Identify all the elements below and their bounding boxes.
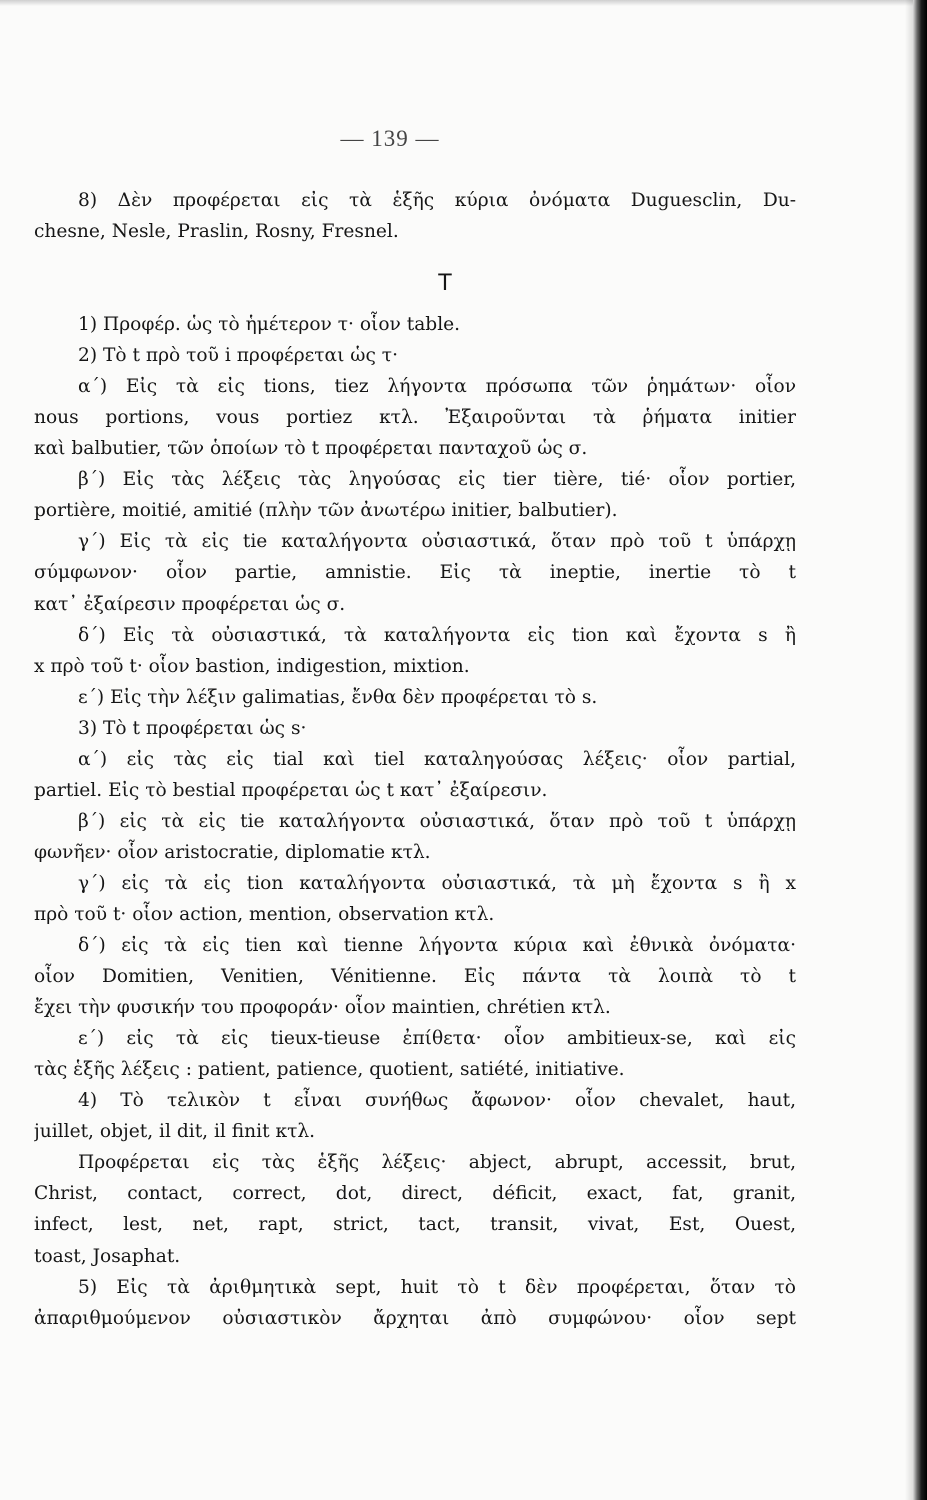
text-line: 1) Προφέρ. ὡς τὸ ἡμέτερον τ· οἷον table. <box>78 314 461 336</box>
text-line: κατ᾽ ἐξαίρεσιν προφέρεται ὡς σ. <box>34 593 346 615</box>
text-line: Προφέρεται εἰς τὰς ἑξῆς λέξεις· abject, abrupt, accessit, brut, <box>78 1152 796 1174</box>
text-line: 2) Τὸ t πρὸ τοῦ i προφέρεται ὡς τ· <box>78 345 398 367</box>
text-line: δ΄) Εἰς τὰ οὐσιαστικά, τὰ καταλήγοντα εἰς tion καὶ ἔχοντα s ἢ <box>78 624 796 646</box>
text-line: σύμφωνον· οἷον partie, amnistie. Εἰς τὰ ineptie, inertie τὸ t <box>34 562 796 584</box>
text-line: πρὸ τοῦ t· οἷον action, mention, observation κτλ. <box>34 903 495 925</box>
text-line: τὰς ἑξῆς λέξεις : patient, patience, quotient, satiété, initiative. <box>34 1059 625 1081</box>
text-line: 3) Τὸ t προφέρεται ὡς s· <box>78 717 307 739</box>
text-line: γ΄) εἰς τὰ εἰς tion καταλήγοντα οὐσιαστικά, τὰ μὴ ἔχοντα s ἢ x <box>78 872 796 894</box>
text-line: chesne, Nesle, Praslin, Rosny, Fresnel. <box>34 221 399 243</box>
text-line: infect, lest, net, rapt, strict, tact, transit, vivat, Est, Ouest, <box>34 1214 796 1236</box>
text-line: β΄) εἰς τὰ εἰς tie καταλήγοντα οὐσιαστικά, ὅταν πρὸ τοῦ t ὑπάρχῃ <box>78 810 796 832</box>
page-number: — 139 — <box>340 126 440 151</box>
text-line: α΄) Εἰς τὰ εἰς tions, tiez λήγοντα πρόσωπα τῶν ῥημάτων· οἷον <box>78 376 796 398</box>
text-line: 5) Εἰς τὰ ἀριθμητικὰ sept, huit τὸ t δὲν προφέρεται, ὅταν τὸ <box>78 1276 796 1298</box>
text-line: juillet, objet, il dit, il finit κτλ. <box>34 1121 316 1143</box>
text-line: δ΄) εἰς τὰ εἰς tien καὶ tienne λήγοντα κύρια καὶ ἐθνικὰ ὀνόματα· <box>78 935 796 957</box>
text-line: ε΄) Εἰς τὴν λέξιν galimatias, ἔνθα δὲν προφέρεται τὸ s. <box>78 686 598 708</box>
text-line: φωνῆεν· οἷον aristocratie, diplomatie κτλ. <box>34 841 431 863</box>
text-line: καὶ balbutier, τῶν ὁποίων τὸ t προφέρεται πανταχοῦ ὡς σ. <box>34 438 588 460</box>
text-line: ἀπαριθμούμενον οὐσιαστικὸν ἄρχηται ἀπὸ συμφώνου· οἷον sept <box>34 1307 796 1329</box>
text-line: partiel. Εἰς τὸ bestial προφέρεται ὡς t κατ᾽ ἐξαίρεσιν. <box>34 779 548 801</box>
text-line: portière, moitié, amitié (πλὴν τῶν ἀνωτέρω initier, balbutier). <box>34 500 618 522</box>
text-line: ἔχει τὴν φυσικήν του προφοράν· οἷον maintien, chrétien κτλ. <box>34 997 611 1019</box>
text-line: Christ, contact, correct, dot, direct, déficit, exact, fat, granit, <box>34 1183 796 1205</box>
body-text <box>34 185 796 1334</box>
text-line: nous portions, vous portiez κτλ. Ἐξαιροῦνται τὰ ῥήματα initier <box>34 407 796 429</box>
text-line: οἷον Domitien, Venitien, Vénitienne. Εἰς πάντα τὰ λοιπὰ τὸ t <box>34 966 796 988</box>
binding-shadow <box>905 0 913 1500</box>
text-line: α΄) εἰς τὰς εἰς tial καὶ tiel καταληγούσας λέξεις· οἷον partial, <box>78 748 796 770</box>
text-line: 8) Δὲν προφέρεται εἰς τὰ ἑξῆς κύρια ὀνόματα Duguesclin, Du- <box>78 190 796 211</box>
text-line: β΄) Εἰς τὰς λέξεις τὰς ληγούσας εἰς tier tière, tié· οἷον portier, <box>78 469 796 491</box>
text-line: 4) Τὸ τελικὸν t εἶναι συνήθως ἄφωνον· οἷον chevalet, haut, <box>78 1090 796 1112</box>
section-heading: T <box>438 271 452 297</box>
text-line: toast, Josaphat. <box>34 1245 181 1267</box>
text-line: x πρὸ τοῦ t· οἷον bastion, indigestion, mixtion. <box>34 655 470 677</box>
text-line: ε΄) εἰς τὰ εἰς tieux-tieuse ἐπίθετα· οἷον ambitieux-se, καὶ εἰς <box>78 1028 796 1050</box>
top-shadow <box>0 0 927 6</box>
page-edge <box>913 0 927 1500</box>
text-line: γ΄) Εἰς τὰ εἰς tie καταλήγοντα οὐσιαστικά, ὅταν πρὸ τοῦ t ὑπάρχῃ <box>78 531 796 553</box>
